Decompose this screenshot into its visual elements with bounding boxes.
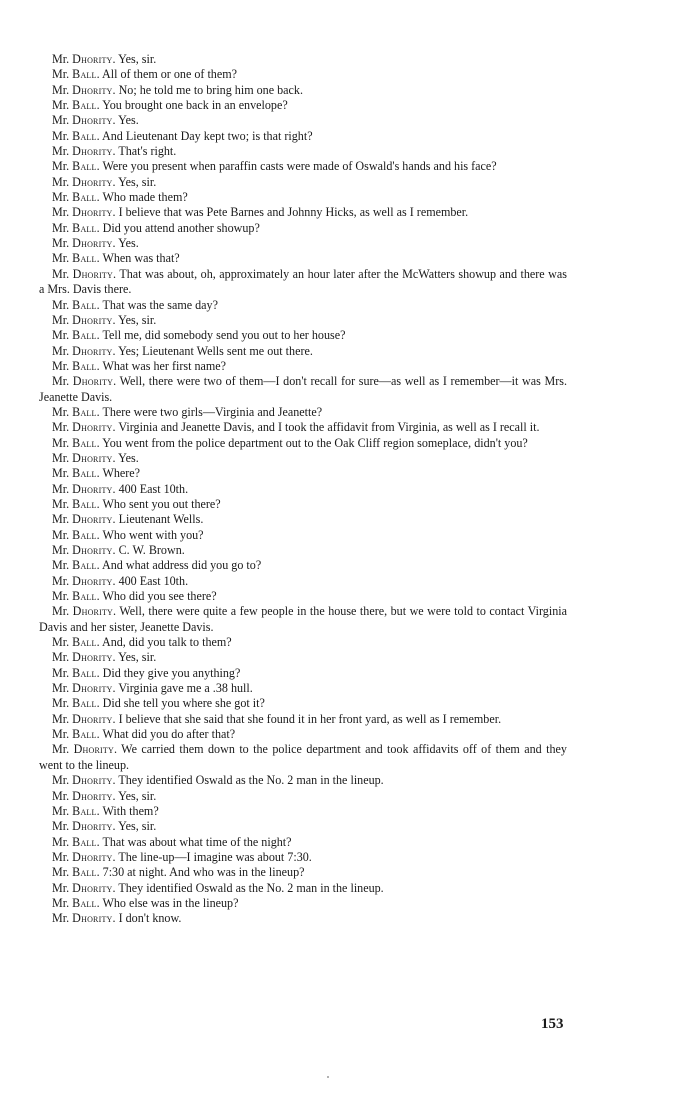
testimony-line [39, 267, 567, 298]
speaker-separator: . [112, 573, 119, 588]
speaker-name: Dhority [72, 144, 113, 159]
testimony-text: And Lieutenant Day kept two; is that right? [101, 128, 313, 143]
speaker-name: Dhority [72, 773, 113, 788]
speaker-prefix: Mr. [52, 159, 73, 174]
testimony-line [39, 528, 567, 543]
speaker-prefix: Mr. [52, 711, 73, 726]
testimony-line [39, 881, 567, 896]
speaker-separator: . [112, 849, 119, 864]
testimony-line [39, 83, 567, 98]
speaker-prefix: Mr. [52, 190, 73, 205]
testimony-text: That was the same day? [102, 297, 218, 312]
speaker-name: Ball [72, 251, 97, 266]
testimony-text: Virginia and Jeanette Davis, and I took the affidavit from Virginia, as well as I recall it. [118, 420, 540, 435]
testimony-text: Yes, sir. [118, 788, 157, 803]
speaker-separator: . [96, 496, 103, 511]
testimony-line [39, 696, 567, 711]
testimony-line [39, 742, 567, 773]
testimony-line [39, 159, 567, 174]
speaker-prefix: Mr. [52, 604, 73, 619]
testimony-text: Who made them? [102, 190, 188, 205]
testimony-text: Yes. [118, 113, 139, 128]
speaker-separator: . [96, 558, 102, 573]
speaker-prefix: Mr. [52, 589, 73, 604]
testimony-text: You brought one back in an envelope? [102, 98, 288, 113]
speaker-name: Ball [72, 589, 97, 604]
testimony-text: Tell me, did somebody send you out to her house? [102, 328, 346, 343]
speaker-separator: . [96, 834, 103, 849]
speaker-name: Ball [72, 727, 97, 742]
testimony-line [39, 681, 567, 696]
testimony-line [39, 650, 567, 665]
speaker-separator: . [112, 911, 119, 926]
testimony-text: 400 East 10th. [118, 573, 189, 588]
speaker-prefix: Mr. [52, 803, 73, 818]
speaker-separator: . [113, 374, 120, 389]
speaker-prefix: Mr. [52, 849, 73, 864]
speaker-name: Ball [72, 328, 97, 343]
speaker-name: Dhority [72, 573, 113, 588]
testimony-line [39, 359, 567, 374]
speaker-separator: . [112, 144, 119, 159]
speaker-name: Dhority [72, 543, 113, 557]
testimony-line [39, 911, 567, 926]
speaker-name: Dhority [73, 742, 114, 757]
speaker-name: Ball [72, 435, 97, 450]
speaker-name: Dhority [72, 819, 113, 834]
page-number: 153 [541, 1016, 564, 1032]
speaker-prefix: Mr. [52, 527, 73, 542]
speaker-prefix: Mr. [52, 466, 73, 481]
testimony-line [39, 190, 567, 205]
speaker-prefix: Mr. [52, 297, 73, 312]
testimony-text: Yes. [118, 450, 139, 465]
speaker-prefix: Mr. [52, 266, 73, 281]
speaker-separator: . [96, 190, 103, 205]
testimony-text: No; he told me to bring him one back. [118, 82, 303, 97]
testimony-line [39, 129, 567, 144]
speaker-separator: . [96, 159, 103, 174]
testimony-text: Who sent you out there? [102, 496, 221, 511]
speaker-name: Ball [72, 895, 97, 910]
testimony-line [39, 236, 567, 251]
speaker-separator: . [112, 880, 119, 895]
testimony-text: Did they give you anything? [102, 665, 241, 680]
speaker-separator: . [112, 450, 119, 465]
speaker-prefix: Mr. [52, 496, 73, 511]
speaker-prefix: Mr. [52, 450, 73, 465]
speaker-separator: . [96, 589, 103, 604]
speaker-prefix: Mr. [52, 82, 73, 97]
speaker-separator: . [112, 512, 119, 527]
speaker-name: Ball [72, 803, 97, 818]
testimony-line [39, 497, 567, 512]
speaker-separator: . [96, 727, 103, 742]
speaker-name: Ball [72, 220, 97, 235]
testimony-text: Were you present when paraffin casts were made of Oswald's hands and his face? [102, 159, 497, 174]
testimony-text: And, did you talk to them? [101, 635, 232, 650]
speaker-name: Ball [72, 128, 97, 143]
testimony-line [39, 865, 567, 880]
speaker-name: Ball [72, 466, 97, 481]
speaker-separator: . [112, 788, 119, 803]
transcript-page [39, 52, 567, 927]
testimony-line [39, 374, 567, 405]
speaker-separator: . [96, 635, 102, 650]
speaker-name: Ball [72, 865, 97, 880]
speaker-separator: . [96, 665, 103, 680]
testimony-line [39, 52, 567, 67]
testimony-text: What did you do after that? [102, 727, 236, 742]
testimony-line [39, 482, 567, 497]
speaker-name: Dhority [72, 481, 113, 496]
testimony-line [39, 666, 567, 681]
speaker-separator: . [96, 865, 103, 880]
speaker-name: Dhority [72, 711, 113, 726]
testimony-line [39, 313, 567, 328]
testimony-line [39, 420, 567, 435]
speaker-separator: . [96, 251, 103, 266]
speaker-separator: . [112, 205, 119, 220]
testimony-text: That was about what time of the night? [102, 834, 292, 849]
speaker-separator: . [112, 819, 119, 834]
speaker-prefix: Mr. [52, 512, 73, 527]
speaker-prefix: Mr. [52, 236, 73, 251]
testimony-line [39, 251, 567, 266]
testimony-line [39, 466, 567, 481]
speaker-separator: . [112, 82, 119, 97]
speaker-prefix: Mr. [52, 67, 73, 82]
testimony-line [39, 819, 567, 834]
speaker-separator: . [112, 236, 119, 251]
testimony-line [39, 512, 567, 527]
testimony-text: There were two girls—Virginia and Jeanette? [102, 404, 323, 419]
testimony-text: What was her first name? [102, 358, 227, 373]
speaker-separator: . [96, 358, 103, 373]
testimony-line [39, 896, 567, 911]
speaker-prefix: Mr. [52, 650, 73, 665]
speaker-name: Dhority [72, 604, 114, 619]
speaker-name: Dhority [72, 420, 113, 435]
speaker-separator: . [113, 266, 120, 281]
testimony-text: Where? [102, 466, 141, 481]
speaker-separator: . [96, 328, 103, 343]
testimony-text: That was about, oh, approximately an hour later after the McWatters showup and there was a Mrs. Davis there. [39, 266, 567, 297]
testimony-text: Did you attend another showup? [102, 220, 260, 235]
speaker-separator: . [112, 681, 119, 696]
testimony-line [39, 543, 567, 558]
testimony-text: Who did you see there? [102, 589, 217, 604]
speaker-prefix: Mr. [52, 435, 73, 450]
speaker-name: Dhority [72, 236, 113, 251]
testimony-line [39, 804, 567, 819]
speaker-prefix: Mr. [52, 558, 73, 573]
testimony-text: Yes, sir. [118, 312, 157, 327]
speaker-separator: . [112, 312, 119, 327]
speaker-prefix: Mr. [52, 573, 73, 588]
testimony-text: And what address did you go to? [101, 558, 262, 573]
speaker-prefix: Mr. [52, 773, 73, 788]
speaker-separator: . [113, 742, 122, 757]
testimony-line [39, 175, 567, 190]
speaker-separator: . [112, 773, 119, 788]
testimony-text: The line-up—I imagine was about 7:30. [118, 849, 312, 864]
speaker-separator: . [112, 113, 119, 128]
speaker-prefix: Mr. [52, 880, 73, 895]
speaker-prefix: Mr. [52, 358, 73, 373]
speaker-separator: . [96, 297, 103, 312]
testimony-line [39, 589, 567, 604]
speaker-separator: . [112, 481, 119, 496]
testimony-text: Virginia gave me a .38 hull. [118, 681, 253, 696]
speaker-prefix: Mr. [52, 312, 73, 327]
speaker-separator: . [112, 52, 119, 66]
speaker-separator: . [96, 803, 103, 818]
testimony-text: 7:30 at night. And who was in the lineup? [102, 865, 305, 880]
speaker-prefix: Mr. [52, 665, 73, 680]
speaker-separator: . [112, 420, 119, 435]
testimony-text: Well, there were two of them—I don't recall for sure—as well as I remember—it was Mrs. Jeanette Davis. [39, 374, 567, 404]
speaker-prefix: Mr. [52, 113, 73, 128]
speaker-name: Ball [72, 190, 97, 205]
testimony-line [39, 604, 567, 635]
testimony-line [39, 221, 567, 236]
testimony-text: Yes. [118, 236, 139, 251]
speaker-name: Dhority [72, 52, 113, 66]
testimony-text: Who else was in the lineup? [102, 895, 239, 910]
testimony-line [39, 113, 567, 128]
speaker-name: Ball [72, 665, 97, 680]
speaker-name: Ball [72, 635, 97, 650]
testimony-text: Yes, sir. [118, 174, 157, 189]
speaker-name: Dhority [72, 650, 113, 665]
speaker-prefix: Mr. [52, 481, 73, 496]
testimony-text: I believe that she said that she found it in her front yard, as well as I remember. [118, 711, 502, 726]
speaker-separator: . [96, 895, 103, 910]
testimony-text: Yes, sir. [118, 52, 157, 66]
testimony-line [39, 328, 567, 343]
speaker-prefix: Mr. [52, 98, 73, 113]
speaker-name: Ball [72, 358, 97, 373]
testimony-text: When was that? [102, 251, 180, 266]
speaker-prefix: Mr. [52, 865, 73, 880]
speaker-prefix: Mr. [52, 374, 73, 389]
testimony-text: Yes, sir. [118, 819, 157, 834]
testimony-text: All of them or one of them? [101, 67, 237, 82]
speaker-name: Ball [72, 558, 97, 573]
speaker-name: Dhority [72, 113, 113, 128]
speaker-prefix: Mr. [52, 911, 73, 926]
speaker-prefix: Mr. [52, 696, 73, 711]
testimony-line [39, 850, 567, 865]
speaker-name: Ball [72, 527, 97, 542]
speaker-prefix: Mr. [52, 635, 73, 650]
speaker-prefix: Mr. [52, 681, 73, 696]
testimony-line [39, 436, 567, 451]
speaker-name: Dhority [72, 911, 113, 926]
testimony-line [39, 789, 567, 804]
speaker-prefix: Mr. [52, 174, 73, 189]
testimony-line [39, 558, 567, 573]
testimony-text: Yes, sir. [118, 650, 157, 665]
speaker-name: Ball [72, 834, 97, 849]
speaker-name: Ball [72, 496, 97, 511]
testimony-line [39, 205, 567, 220]
speaker-name: Dhority [72, 681, 113, 696]
speaker-name: Dhority [72, 312, 113, 327]
speaker-name: Dhority [72, 266, 113, 281]
speaker-separator: . [113, 604, 120, 619]
speaker-separator: . [96, 128, 102, 143]
speaker-prefix: Mr. [52, 404, 73, 419]
speaker-prefix: Mr. [52, 742, 74, 757]
testimony-text: Did she tell you where she got it? [102, 696, 265, 711]
speaker-separator: . [96, 67, 102, 82]
speaker-prefix: Mr. [52, 895, 73, 910]
speaker-name: Dhority [72, 880, 113, 895]
speaker-prefix: Mr. [52, 251, 73, 266]
speaker-prefix: Mr. [52, 343, 73, 358]
speaker-name: Dhority [72, 788, 113, 803]
testimony-text: They identified Oswald as the No. 2 man in the lineup. [118, 880, 384, 895]
speaker-separator: . [112, 543, 119, 557]
testimony-text: C. W. Brown. [118, 543, 185, 557]
speaker-prefix: Mr. [52, 834, 73, 849]
speaker-name: Ball [72, 159, 97, 174]
testimony-line [39, 298, 567, 313]
testimony-line [39, 773, 567, 788]
testimony-text: They identified Oswald as the No. 2 man in the lineup. [118, 773, 384, 788]
speaker-separator: . [96, 404, 103, 419]
testimony-text: I don't know. [118, 911, 182, 926]
speaker-separator: . [96, 220, 103, 235]
testimony-text: Lieutenant Wells. [118, 512, 204, 527]
speaker-name: Ball [72, 67, 97, 82]
speaker-prefix: Mr. [52, 328, 73, 343]
testimony-text: Yes; Lieutenant Wells sent me out there. [118, 343, 313, 358]
testimony-line [39, 451, 567, 466]
speaker-name: Dhority [72, 205, 113, 220]
testimony-text: 400 East 10th. [118, 481, 189, 496]
speaker-separator: . [112, 650, 119, 665]
speaker-name: Ball [72, 404, 97, 419]
speaker-name: Dhority [72, 343, 113, 358]
speaker-separator: . [96, 98, 103, 113]
speaker-name: Dhority [72, 450, 113, 465]
speaker-separator: . [112, 711, 119, 726]
testimony-line [39, 67, 567, 82]
speaker-name: Ball [72, 696, 97, 711]
speaker-prefix: Mr. [52, 128, 73, 143]
speaker-separator: . [96, 435, 103, 450]
testimony-line [39, 344, 567, 359]
speaker-name: Dhority [72, 82, 113, 97]
speaker-separator: . [112, 343, 119, 358]
testimony-text: Who went with you? [102, 527, 204, 542]
testimony-text: With them? [102, 803, 159, 818]
speaker-prefix: Mr. [52, 727, 73, 742]
speaker-separator: . [112, 174, 119, 189]
speaker-name: Dhority [72, 849, 113, 864]
speaker-prefix: Mr. [52, 52, 73, 66]
testimony-line [39, 98, 567, 113]
testimony-line [39, 727, 567, 742]
testimony-line [39, 405, 567, 420]
testimony-text: Well, there were quite a few people in the house there, but we were told to contact Virginia Davis and her sister, Jeanette Davis. [39, 604, 567, 634]
testimony-line [39, 635, 567, 650]
speaker-name: Dhority [72, 174, 113, 189]
testimony-text: We carried them down to the police department and took affidavits off of them and they went to the lineup. [39, 742, 567, 772]
speaker-name: Dhority [72, 374, 114, 389]
speaker-separator: . [96, 527, 103, 542]
speaker-name: Ball [72, 297, 97, 312]
speaker-prefix: Mr. [52, 543, 73, 557]
testimony-line [39, 712, 567, 727]
speaker-separator: . [96, 466, 103, 481]
testimony-text: I believe that was Pete Barnes and Johnny Hicks, as well as I remember. [118, 205, 469, 220]
speaker-prefix: Mr. [52, 144, 73, 159]
speaker-separator: . [96, 696, 103, 711]
testimony-line [39, 144, 567, 159]
testimony-line [39, 835, 567, 850]
speaker-name: Dhority [72, 512, 113, 527]
testimony-line [39, 574, 567, 589]
testimony-text: That's right. [118, 144, 177, 159]
testimony-text: You went from the police department out to the Oak Cliff region someplace, didn't you? [102, 435, 528, 450]
speaker-prefix: Mr. [52, 220, 73, 235]
speaker-prefix: Mr. [52, 420, 73, 435]
speaker-name: Ball [72, 98, 97, 113]
speaker-prefix: Mr. [52, 788, 73, 803]
scan-speck [327, 1076, 329, 1078]
speaker-prefix: Mr. [52, 819, 73, 834]
speaker-prefix: Mr. [52, 205, 73, 220]
